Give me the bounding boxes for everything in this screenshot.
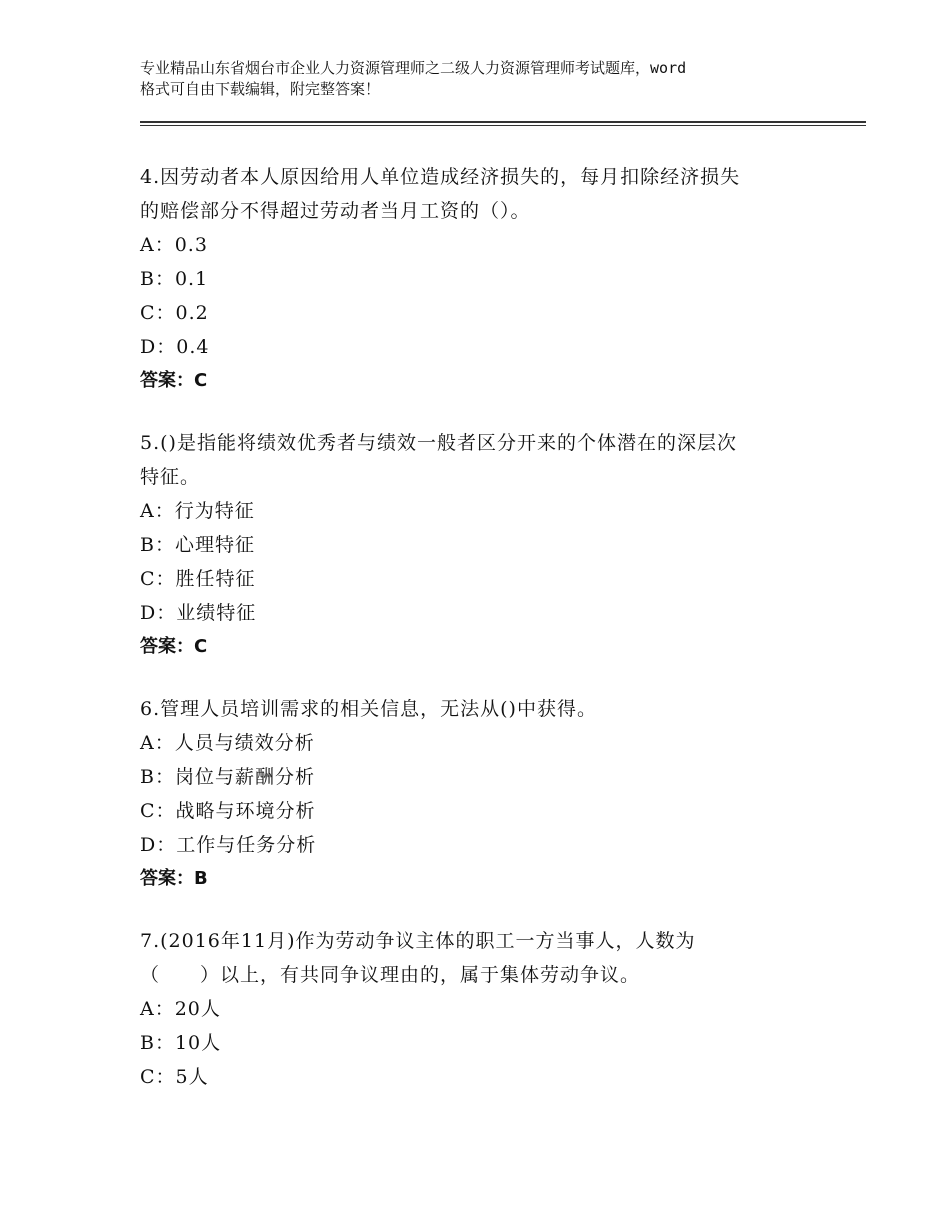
header-divider-thin [140,125,866,126]
question-6 [140,692,820,896]
question-stem [140,692,820,726]
answer-line: 答案：C [140,636,208,657]
question-5 [140,426,820,664]
document-header [140,58,830,100]
question-4 [140,160,820,398]
stem-line: 的赔偿部分不得超过劳动者当月工资的（）。 [140,200,531,222]
stem-line: 特征。 [140,466,201,488]
option-d: D：业绩特征 [140,602,257,624]
option-b: B：10人 [140,1032,222,1054]
option-a: A：20人 [140,998,221,1020]
question-7 [140,924,820,1094]
option-a: A：0.3 [140,234,208,256]
stem-line: 6.管理人员培训需求的相关信息，无法从()中获得。 [140,698,597,720]
option-c: C：5人 [140,1066,209,1088]
answer-line: 答案：C [140,370,208,391]
question-list [140,160,820,1122]
option-c: C：胜任特征 [140,568,256,590]
header-line-2: 格式可自由下载编辑，附完整答案！ [140,80,381,98]
answer-line: 答案：B [140,868,208,889]
option-c: C：战略与环境分析 [140,800,316,822]
option-b: B：心理特征 [140,534,255,556]
option-d: D：0.4 [140,336,210,358]
header-line-1: 专业精品山东省烟台市企业人力资源管理师之二级人力资源管理师考试题库，word [140,59,687,77]
question-stem [140,924,820,992]
option-d: D：工作与任务分析 [140,834,317,856]
question-stem [140,426,820,494]
stem-line: 5.()是指能将绩效优秀者与绩效一般者区分开来的个体潜在的深层次 [140,432,737,454]
option-a: A：行为特征 [140,500,255,522]
option-c: C：0.2 [140,302,209,324]
stem-line: 4.因劳动者本人原因给用人单位造成经济损失的，每月扣除经济损失 [140,166,741,188]
stem-line: 7.(2016年11月)作为劳动争议主体的职工一方当事人，人数为 [140,930,696,952]
option-a: A：人员与绩效分析 [140,732,315,754]
header-divider-thick [140,121,866,123]
stem-line: （ ）以上，有共同争议理由的，属于集体劳动争议。 [140,964,641,986]
option-b: B：岗位与薪酬分析 [140,766,315,788]
question-stem [140,160,820,228]
option-b: B：0.1 [140,268,209,290]
